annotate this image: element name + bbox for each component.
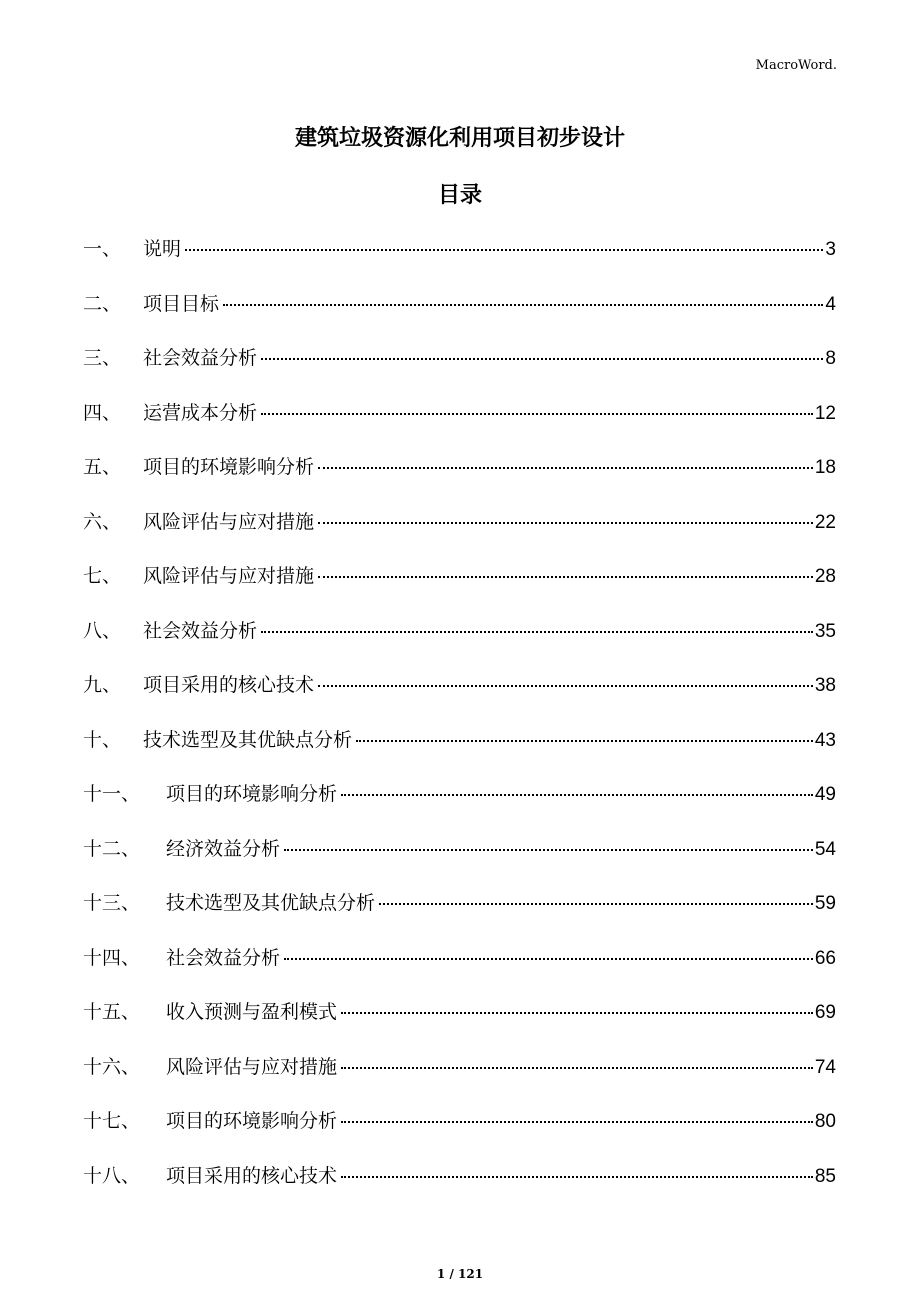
toc-leader-dots [341, 1121, 813, 1123]
toc-entry-page: 66 [814, 947, 836, 969]
toc-entry-label: 社会效益分析 [166, 946, 281, 969]
toc-entry-number: 十四、 [83, 946, 141, 969]
toc-leader-dots [185, 249, 823, 251]
toc-leader-dots [261, 631, 813, 633]
toc-entry-label: 项目目标 [143, 292, 220, 315]
toc-entry[interactable] [83, 452, 836, 507]
toc-entry[interactable] [83, 834, 836, 889]
toc-entry-number: 一、 [83, 238, 122, 260]
document-title: 建筑垃圾资源化利用项目初步设计 [294, 126, 625, 151]
toc-entry-number: 八、 [83, 619, 122, 642]
toc-entry[interactable] [83, 779, 836, 834]
toc-leader-dots [341, 794, 813, 796]
toc-leader-dots [284, 849, 813, 851]
toc-entry-number: 四、 [83, 401, 122, 424]
toc-entry[interactable] [83, 997, 836, 1052]
toc-leader-dots [223, 304, 823, 306]
toc-entry-page: 59 [814, 893, 836, 914]
toc-entry[interactable] [83, 343, 836, 398]
toc-entry-number: 六、 [83, 510, 122, 533]
toc-entry-number: 十三、 [83, 892, 141, 914]
toc-leader-dots [379, 903, 813, 905]
toc-entry-label: 收入预测与盈利模式 [166, 1001, 338, 1023]
toc-entry-label: 技术选型及其优缺点分析 [166, 892, 376, 914]
toc-entry-page: 4 [825, 293, 836, 315]
toc-entry[interactable] [83, 1052, 836, 1107]
toc-entry-page: 35 [814, 620, 836, 642]
toc-leader-dots [341, 1012, 813, 1014]
toc-entry[interactable] [83, 888, 836, 943]
toc-leader-dots [318, 576, 813, 578]
toc-entry-number: 七、 [83, 565, 122, 587]
toc-entry-label: 项目的环境影响分析 [166, 783, 338, 805]
toc-entry[interactable] [83, 725, 836, 780]
toc-leader-dots [284, 958, 813, 960]
toc-entry-label: 风险评估与应对措施 [166, 1055, 338, 1078]
toc-entry-page: 54 [814, 838, 836, 860]
toc-leader-dots [318, 522, 813, 524]
toc-entry-number: 十八、 [83, 1164, 141, 1187]
toc-leader-dots [318, 467, 813, 469]
toc-entry[interactable] [83, 1106, 836, 1161]
toc-entry-page: 85 [814, 1165, 836, 1187]
toc-entry-number: 十、 [83, 728, 122, 751]
toc-entry-label: 项目采用的核心技术 [143, 674, 315, 696]
toc-entry-label: 项目的环境影响分析 [166, 1110, 338, 1132]
toc-entry-label: 项目采用的核心技术 [166, 1164, 338, 1187]
toc-leader-dots [261, 358, 823, 360]
toc-entry-label: 运营成本分析 [143, 401, 258, 424]
toc-entry-page: 74 [814, 1056, 836, 1078]
toc-leader-dots [261, 413, 813, 415]
toc-entry-number: 二、 [83, 292, 122, 315]
table-of-contents [83, 234, 836, 1215]
toc-entry[interactable] [83, 507, 836, 562]
toc-entry-number: 九、 [83, 674, 122, 696]
toc-leader-dots [341, 1067, 813, 1069]
toc-entry-page: 38 [814, 675, 836, 696]
toc-entry-label: 说明 [143, 238, 182, 260]
toc-entry-label: 经济效益分析 [166, 837, 281, 860]
toc-entry[interactable] [83, 398, 836, 453]
toc-entry-number: 十一、 [83, 783, 141, 805]
toc-entry-page: 43 [814, 729, 836, 751]
toc-entry-number: 十五、 [83, 1001, 141, 1023]
toc-entry[interactable] [83, 1161, 836, 1216]
toc-entry-label: 项目的环境影响分析 [143, 456, 315, 478]
toc-entry[interactable] [83, 943, 836, 998]
toc-entry-page: 69 [814, 1002, 836, 1023]
toc-entry-label: 技术选型及其优缺点分析 [143, 728, 353, 751]
toc-entry-page: 3 [825, 239, 836, 260]
toc-entry-page: 12 [814, 402, 836, 424]
toc-entry-number: 五、 [83, 456, 122, 478]
toc-entry[interactable] [83, 670, 836, 725]
toc-entry[interactable] [83, 289, 836, 344]
toc-entry-page: 18 [814, 457, 836, 478]
toc-entry-label: 社会效益分析 [143, 619, 258, 642]
toc-leader-dots [318, 685, 813, 687]
page-indicator: 1 / 121 [436, 1267, 484, 1281]
toc-entry-label: 风险评估与应对措施 [143, 565, 315, 587]
header-brand: MacroWord. [755, 58, 837, 73]
toc-entry[interactable] [83, 234, 836, 289]
toc-entry-number: 十七、 [83, 1110, 141, 1132]
toc-entry-page: 28 [814, 566, 836, 587]
toc-entry-page: 22 [814, 511, 836, 533]
toc-entry[interactable] [83, 616, 836, 671]
toc-entry[interactable] [83, 561, 836, 616]
toc-entry-page: 8 [825, 348, 836, 369]
toc-entry-label: 社会效益分析 [143, 347, 258, 369]
toc-entry-number: 十二、 [83, 837, 141, 860]
toc-entry-page: 80 [814, 1111, 836, 1132]
toc-leader-dots [356, 740, 813, 742]
toc-entry-page: 49 [814, 784, 836, 805]
toc-entry-number: 十六、 [83, 1055, 141, 1078]
toc-entry-number: 三、 [83, 347, 122, 369]
toc-heading: 目录 [437, 183, 482, 208]
toc-entry-label: 风险评估与应对措施 [143, 510, 315, 533]
toc-leader-dots [341, 1176, 813, 1178]
